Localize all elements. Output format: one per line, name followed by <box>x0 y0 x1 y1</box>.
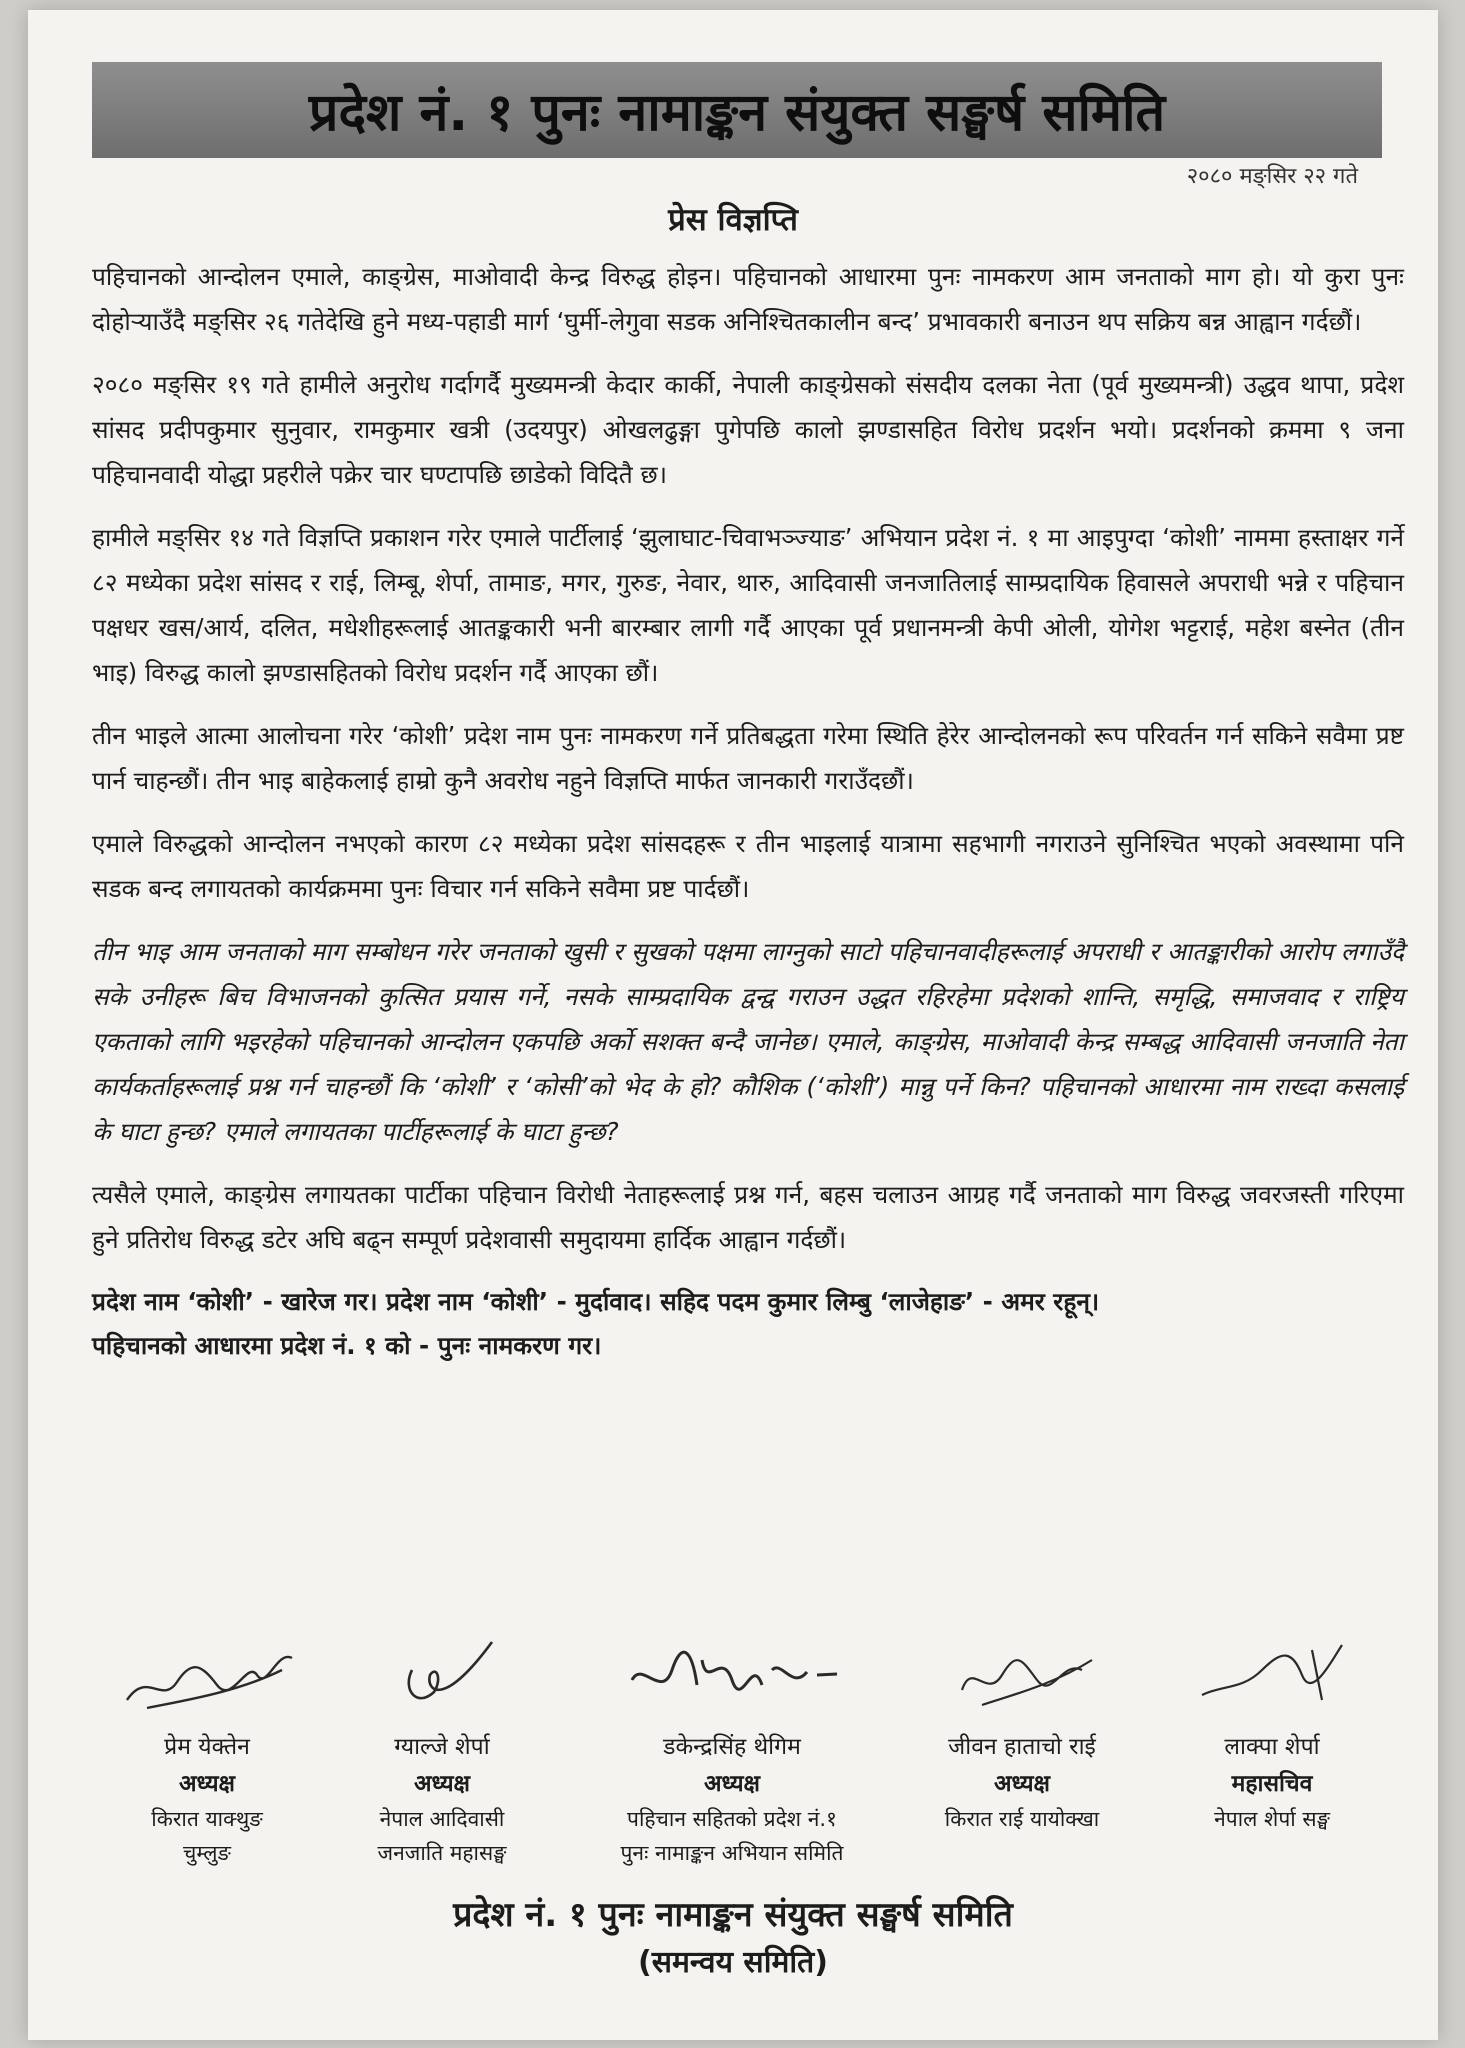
handwritten-signature <box>342 1630 542 1720</box>
signatory <box>1152 1630 1392 1836</box>
handwritten-signature <box>922 1630 1122 1720</box>
signatory-name: डकेन्द्रसिंह थेगिम <box>663 1734 801 1760</box>
document-title: प्रेस विज्ञप्ति <box>668 202 798 238</box>
signatory-post: अध्यक्ष <box>178 1771 236 1797</box>
signatory-org: किरात राई यायोक्खा <box>944 1807 1100 1831</box>
signatory-name: प्रेम येक्तेन <box>164 1734 250 1760</box>
slogan-line: प्रदेश नाम ‘कोशी’ - खारेज गर। प्रदेश नाम ‘कोशी’ - मुर्दावाद। सहिद पदम कुमार लिम्बु ‘लाजेहाङ’ - अमर रहून्। <box>92 1287 1100 1316</box>
paragraph: हामीले मङ्सिर १४ गते विज्ञप्ति प्रकाशन गरेर एमाले पार्टीलाई ‘झुलाघाट-चिवाभञ्ज्याङ’ अभियान प्रदेश नं. १ मा आइपुग्दा ‘कोशी’ नाममा हस्ताक्षर गर्ने ८२ मध्येका प्रदेश सांसद र राई, लिम्बू, शेर्पा, तामाङ, मगर, गुरुङ, नेवार, थारु, आदिवासी जनजातिलाई साम्प्रदायिक हिवासले अपराधी भन्ने र पहिचान पक्षधर खस/आर्य, दलित, मधेशीहरूलाई आतङ्ककारी भनी बारम्बार लागी गर्दै आएका पूर्व प्रधानमन्त्री केपी ओली, योगेश भट्टराई, महेश बस्नेत (तीन भाइ) विरुद्ध कालो झण्डासहितको विरोध प्रदर्शन गर्दै आएका छौं। <box>92 523 1404 687</box>
paragraph: २०८० मङ्सिर १९ गते हामीले अनुरोध गर्दागर्दै मुख्यमन्त्री केदार कार्की, नेपाली काङ्ग्रेसको संसदीय दलका नेता (पूर्व मुख्यमन्त्री) उद्धव थापा, प्रदेश सांसद प्रदीपकुमार सुनुवार, रामकुमार खत्री (उदयपुर) ओखलढुङ्गा पुगेपछि कालो झण्डासहित विरोध प्रदर्शन भयो। प्रदर्शनको क्रममा ९ जना पहिचानवादी योद्धा प्रहरीले पक्रेर चार घण्टापछि छाडेको विदितै छ। <box>92 370 1404 489</box>
paragraph: त्यसैले एमाले, काङ्ग्रेस लगायतका पार्टीका पहिचान विरोधी नेताहरूलाई प्रश्न गर्न, बहस चलाउन आग्रह गर्दै जनताको माग विरुद्ध जवरजस्ती गरिएमा हुने प्रतिरोध विरुद्ध डटेर अघि बढ्न सम्पूर्ण प्रदेशवासी समुदायमा हार्दिक आह्वान गर्दछौं। <box>92 1180 1404 1254</box>
signatory-post: अध्यक्ष <box>413 1771 471 1797</box>
slogans-block <box>92 1280 1404 1368</box>
footer-title: प्रदेश नं. १ पुनः नामाङ्कन संयुक्त सङ्घर्ष समिति <box>453 1895 1013 1935</box>
signatory-org: पुनः नामाङ्कन अभियान समिति <box>620 1841 844 1865</box>
signatory-name: जीवन हाताचो राई <box>948 1734 1096 1760</box>
signatory-name: लाक्पा शेर्पा <box>1224 1734 1320 1760</box>
signatory-name: ग्याल्जे शेर्पा <box>394 1734 490 1760</box>
signatory <box>92 1630 322 1870</box>
paragraph: पहिचानको आन्दोलन एमाले, काङ्ग्रेस, माओवादी केन्द्र विरुद्ध होइन। पहिचानको आधारमा पुनः नामकरण आम जनताको माग हो। यो कुरा पुनः दोहोऱ्याउँदै मङ्सिर २६ गतेदेखि हुने मध्य-पहाडी मार्ग ‘घुर्मी-लेगुवा सडक अनिश्चितकालीन बन्द’ प्रभावकारी बनाउन थप सक्रिय बन्न आह्वान गर्दछौं। <box>92 262 1404 336</box>
footer <box>28 1890 1438 1986</box>
signatory-post: महासचिव <box>1231 1771 1313 1797</box>
handwritten-signature <box>107 1630 307 1720</box>
signatory-post: अध्यक्ष <box>993 1771 1051 1797</box>
signatory-org: पहिचान सहितको प्रदेश नं.१ <box>627 1807 837 1831</box>
header-banner <box>92 62 1382 158</box>
signatory <box>327 1630 557 1870</box>
paragraph: एमाले विरुद्धको आन्दोलन नभएको कारण ८२ मध्येका प्रदेश सांसदहरू र तीन भाइलाई यात्रामा सहभागी नगराउने सुनिश्चित भएको अवस्थामा पनि सडक बन्द लगायतको कार्यक्रममा पुनः विचार गर्न सकिने सवैमा प्रष्ट पार्दछौं। <box>92 829 1404 903</box>
signatory-org: नेपाल शेर्पा सङ्घ <box>1214 1807 1330 1831</box>
handwritten-signature <box>612 1630 852 1720</box>
signatory-post: अध्यक्ष <box>703 1771 761 1797</box>
signatory-org: जनजाति महासङ्घ <box>377 1841 507 1865</box>
press-release-sheet <box>28 10 1438 2040</box>
signatory <box>567 1630 897 1870</box>
footer-subtitle: (समन्वय समिति) <box>638 1945 828 1980</box>
signatory-org: चुम्लुङ <box>183 1841 231 1865</box>
signatories-row <box>92 1630 1392 1880</box>
slogan-line: पहिचानको आधारमा प्रदेश नं. १ को - पुनः नामकरण गर। <box>92 1331 602 1360</box>
paragraph: तीन भाइ आम जनताको माग सम्बोधन गरेर जनताको खुसी र सुखको पक्षमा लाग्नुको साटो पहिचानवादीहरूलाई अपराधी र आतङ्कारीको आरोप लगाउँदै सके उनीहरू बिच विभाजनको कुत्सित प्रयास गर्ने, नसके साम्प्रदायिक द्वन्द्व गराउन उद्धत रहिरहेमा प्रदेशको शान्ति, समृद्धि, समाजवाद र राष्ट्रिय एकताको लागि भइरहेको पहिचानको आन्दोलन एकपछि अर्को सशक्त बन्दै जानेछ। एमाले, काङ्ग्रेस, माओवादी केन्द्र सम्बद्ध आदिवासी जनजाति नेता कार्यकर्ताहरूलाई प्रश्न गर्न चाहन्छौं कि ‘कोशी’ र ‘कोसी’को भेद के हो? कौशिक (‘कोशी’) मान्नु पर्ने किन? पहिचानको आधारमा नाम राख्दा कसलाई के घाटा हुन्छ? एमाले लगायतका पार्टीहरूलाई के घाटा हुन्छ? <box>92 937 1404 1146</box>
release-date: २०८० मङ्सिर २२ गते <box>1186 164 1358 189</box>
handwritten-signature <box>1172 1630 1372 1720</box>
document-body <box>92 254 1404 1368</box>
signatory <box>902 1630 1142 1836</box>
paragraph: तीन भाइले आत्मा आलोचना गरेर ‘कोशी’ प्रदेश नाम पुनः नामकरण गर्ने प्रतिबद्धता गरेमा स्थिति हेरेर आन्दोलनको रूप परिवर्तन गर्न सकिने सवैमा प्रष्ट पार्न चाहन्छौं। तीन भाइ बाहेकलाई हाम्रो कुनै अवरोध नहुने विज्ञप्ति मार्फत जानकारी गराउँदछौं। <box>92 721 1404 795</box>
signatory-org: किरात याक्थुङ <box>151 1807 263 1831</box>
banner-title: प्रदेश नं. १ पुनः नामाङ्कन संयुक्त सङ्घर्ष समिति <box>308 82 1166 143</box>
signatory-org: नेपाल आदिवासी <box>379 1807 505 1831</box>
